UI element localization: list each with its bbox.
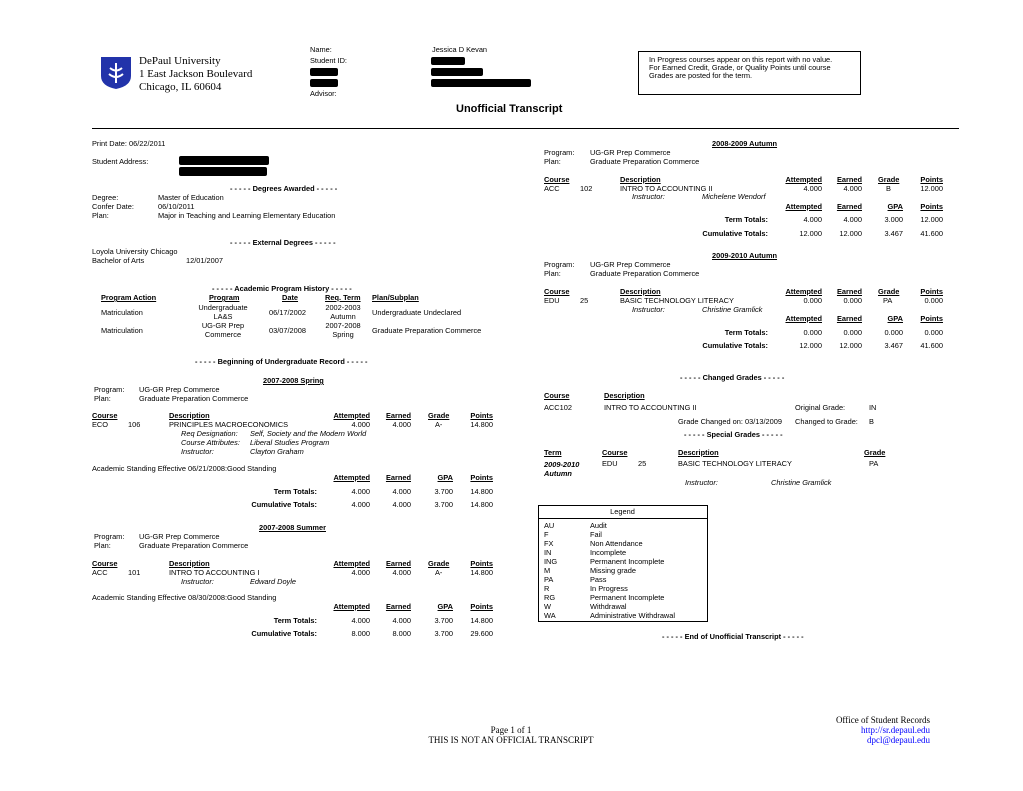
end-of-transcript: - - - - - End of Unofficial Transcript - - - - - <box>662 632 804 641</box>
tcol-gpa: GPA <box>887 202 903 211</box>
plan-value: Graduate Preparation Commerce <box>590 269 700 278</box>
program-label: Program: <box>94 385 125 394</box>
total-value: 41.600 <box>920 341 943 350</box>
print-date: Print Date: 06/22/2011 <box>92 139 166 148</box>
aph-program: LA&S <box>213 312 233 321</box>
course-description: INTRO TO ACCOUNTING I <box>169 568 260 577</box>
cg-description: INTRO TO ACCOUNTING II <box>604 403 697 412</box>
name-label: Name: <box>310 45 332 54</box>
legend-code: IN <box>544 548 552 557</box>
aph-col: Req. Term <box>325 293 361 302</box>
course-earned: 4.000 <box>392 568 411 577</box>
total-value: 0.000 <box>843 328 862 337</box>
course-earned: 4.000 <box>392 420 411 429</box>
detail-value: Edward Doyle <box>250 577 297 586</box>
total-value: 3.700 <box>434 629 453 638</box>
sg-col-description: Description <box>678 448 719 457</box>
legend-code: WA <box>544 611 556 620</box>
total-value: 8.000 <box>392 629 411 638</box>
redaction <box>431 68 483 76</box>
cg-col-description: Description <box>604 391 645 400</box>
program-value: UG-GR Prep Commerce <box>139 532 220 541</box>
course-subject: ACC <box>544 184 560 193</box>
col-earned: Earned <box>385 559 411 568</box>
term-totals-label: Term Totals: <box>724 328 768 337</box>
total-value: 14.800 <box>470 500 493 509</box>
legend-code: F <box>544 530 549 539</box>
legend-description: Audit <box>590 521 607 530</box>
notice-line: In Progress courses appear on this report with no value. <box>649 55 833 64</box>
term-title: 2009-2010 Autumn <box>712 251 778 260</box>
col-attempted: Attempted <box>785 175 822 184</box>
redaction <box>179 156 269 165</box>
aph-program: Commerce <box>204 330 242 339</box>
col-points: Points <box>920 175 943 184</box>
total-value: 4.000 <box>392 500 411 509</box>
course-number: 106 <box>128 420 141 429</box>
total-value: 4.000 <box>392 616 411 625</box>
total-value: 12.000 <box>799 229 822 238</box>
legend-code: ING <box>544 557 558 566</box>
instructor-value: Christine Gramlick <box>702 305 763 314</box>
sg-col-grade: Grade <box>864 448 886 457</box>
legend-description: Pass <box>590 575 607 584</box>
total-value: 3.700 <box>434 616 453 625</box>
cumulative-totals-label: Cumulative Totals: <box>702 341 768 350</box>
cg-original-value: IN <box>869 403 877 412</box>
plan-value: Graduate Preparation Commerce <box>590 157 700 166</box>
disclaimer: THIS IS NOT AN OFFICIAL TRANSCRIPT <box>428 735 594 745</box>
cg-original-label: Original Grade: <box>795 403 846 412</box>
tcol-points: Points <box>920 202 943 211</box>
sg-col-course: Course <box>602 448 628 457</box>
legend-code: R <box>544 584 550 593</box>
total-value: 14.800 <box>470 487 493 496</box>
notice-line: Grades are posted for the term. <box>649 71 753 80</box>
plan-value: Graduate Preparation Commerce <box>139 541 249 550</box>
tcol-points: Points <box>920 314 943 323</box>
detail-label: Req Designation: <box>181 429 238 438</box>
col-earned: Earned <box>836 287 862 296</box>
plan-label: Plan: <box>94 394 111 403</box>
header-divider <box>92 128 959 129</box>
tcol-earned: Earned <box>385 602 411 611</box>
aph-term: 2007-2008 <box>325 321 361 330</box>
cg-changed-to-value: B <box>869 417 874 426</box>
redaction <box>431 57 465 65</box>
total-value: 0.000 <box>803 328 822 337</box>
university-address-1: 1 East Jackson Boulevard <box>139 68 253 80</box>
special-grades-heading: - - - - - Special Grades - - - - - <box>684 430 783 439</box>
total-value: 12.000 <box>839 341 862 350</box>
program-value: UG-GR Prep Commerce <box>590 260 671 269</box>
course-subject: EDU <box>544 296 560 305</box>
legend-code: PA <box>544 575 554 584</box>
aph-heading: - - - - - Academic Program History - - - - - <box>212 284 352 293</box>
sg-subject: EDU <box>602 459 618 468</box>
detail-value: Liberal Studies Program <box>250 438 330 447</box>
ext-school: Loyola University Chicago <box>92 247 178 256</box>
tcol-gpa: GPA <box>437 602 453 611</box>
course-earned: 4.000 <box>843 184 862 193</box>
course-subject: ECO <box>92 420 109 429</box>
aph-plan: Undergraduate Undeclared <box>372 308 462 317</box>
cg-changed-to-label: Changed to Grade: <box>795 417 858 426</box>
course-number: 101 <box>128 568 141 577</box>
course-points: 14.800 <box>470 420 493 429</box>
aph-term: Spring <box>332 330 354 339</box>
aph-col: Program <box>209 293 240 302</box>
total-value: 14.800 <box>470 616 493 625</box>
total-value: 12.000 <box>920 215 943 224</box>
total-value: 0.000 <box>884 328 903 337</box>
program-label: Program: <box>544 148 575 157</box>
col-points: Points <box>470 411 493 420</box>
legend-code: FX <box>544 539 554 548</box>
col-description: Description <box>620 287 661 296</box>
program-label: Program: <box>544 260 575 269</box>
total-value: 12.000 <box>799 341 822 350</box>
aph-date: 06/17/2002 <box>269 308 306 317</box>
ext-date: 12/01/2007 <box>186 256 223 265</box>
course-grade: B <box>886 184 891 193</box>
detail-label: Instructor: <box>181 447 214 456</box>
col-grade: Grade <box>878 287 900 296</box>
notice-line: For Earned Credit, Grade, or Quality Points until course <box>649 63 831 72</box>
redaction <box>310 68 338 76</box>
total-value: 41.600 <box>920 229 943 238</box>
plan-label: Plan: <box>544 157 561 166</box>
course-number: 25 <box>580 296 589 305</box>
cumulative-totals-label: Cumulative Totals: <box>251 500 317 509</box>
ext-degree: Bachelor of Arts <box>92 256 145 265</box>
student-id-label: Student ID: <box>310 56 347 65</box>
total-value: 8.000 <box>351 629 370 638</box>
degrees-heading: - - - - - Degrees Awarded - - - - - <box>230 184 338 193</box>
col-description: Description <box>169 411 210 420</box>
name-value: Jessica D Kevan <box>432 45 488 54</box>
term-totals-label: Term Totals: <box>273 616 317 625</box>
legend-description: Administrative Withdrawal <box>590 611 676 620</box>
total-value: 3.467 <box>884 229 903 238</box>
col-grade: Grade <box>428 559 450 568</box>
legend-description: Fail <box>590 530 602 539</box>
cg-changed-on: Grade Changed on: 03/13/2009 <box>678 417 782 426</box>
col-course: Course <box>544 287 570 296</box>
term-title: 2007-2008 Spring <box>263 376 324 385</box>
tcol-attempted: Attempted <box>785 202 822 211</box>
legend-description: Missing grade <box>590 566 637 575</box>
legend-description: Incomplete <box>590 548 627 557</box>
aph-program: UG-GR Prep <box>201 321 245 330</box>
sg-description: BASIC TECHNOLOGY LITERACY <box>678 459 792 468</box>
instructor-label: Instructor: <box>632 192 665 201</box>
tcol-earned: Earned <box>836 314 862 323</box>
detail-value: Clayton Graham <box>250 447 304 456</box>
sg-term: Autumn <box>544 469 572 478</box>
aph-col: Plan/Subplan <box>372 293 419 302</box>
legend-code: RG <box>544 593 556 602</box>
aph-date: 03/07/2008 <box>269 326 306 335</box>
academic-standing: Academic Standing Effective 06/21/2008:Good Standing <box>92 464 277 473</box>
advisor-label: Advisor: <box>310 89 337 98</box>
course-points: 14.800 <box>470 568 493 577</box>
changed-grades-heading: - - - - - Changed Grades - - - - - <box>680 373 785 382</box>
tcol-gpa: GPA <box>437 473 453 482</box>
course-attempted: 0.000 <box>803 296 822 305</box>
total-value: 3.700 <box>434 500 453 509</box>
course-description: INTRO TO ACCOUNTING II <box>620 184 713 193</box>
instructor-value: Michelene Wendorf <box>702 192 766 201</box>
redaction <box>310 79 338 87</box>
instructor-label: Instructor: <box>632 305 665 314</box>
program-value: UG-GR Prep Commerce <box>139 385 220 394</box>
tcol-gpa: GPA <box>887 314 903 323</box>
course-number: 102 <box>580 184 593 193</box>
term-totals-label: Term Totals: <box>724 215 768 224</box>
sg-number: 25 <box>638 459 647 468</box>
col-course: Course <box>544 175 570 184</box>
total-value: 3.467 <box>884 341 903 350</box>
sg-grade: PA <box>869 459 879 468</box>
university-name: DePaul University <box>139 55 221 67</box>
col-attempted: Attempted <box>333 411 370 420</box>
aph-action: Matriculation <box>101 326 143 335</box>
legend-description: Non Attendance <box>590 539 643 548</box>
term-title: 2007-2008 Summer <box>259 523 326 532</box>
course-subject: ACC <box>92 568 108 577</box>
aph-col: Program Action <box>101 293 157 302</box>
tcol-earned: Earned <box>385 473 411 482</box>
aph-term: 2002-2003 <box>325 303 361 312</box>
legend-description: In Progress <box>590 584 628 593</box>
term-totals-label: Term Totals: <box>273 487 317 496</box>
sg-col-term: Term <box>544 448 562 457</box>
tcol-attempted: Attempted <box>785 314 822 323</box>
cumulative-totals-label: Cumulative Totals: <box>251 629 317 638</box>
total-value: 29.600 <box>470 629 493 638</box>
legend-title: Legend <box>610 507 635 516</box>
legend-description: Permanent Incomplete <box>590 593 665 602</box>
total-value: 4.000 <box>351 500 370 509</box>
tcol-points: Points <box>470 473 493 482</box>
redaction <box>179 167 267 176</box>
col-attempted: Attempted <box>785 287 822 296</box>
legend-description: Withdrawal <box>590 602 627 611</box>
col-description: Description <box>620 175 661 184</box>
plan-value: Major in Teaching and Learning Elementary Education <box>158 211 336 220</box>
plan-label: Plan: <box>92 211 109 220</box>
col-attempted: Attempted <box>333 559 370 568</box>
course-description: PRINCIPLES MACROECONOMICS <box>169 420 289 429</box>
total-value: 4.000 <box>803 215 822 224</box>
total-value: 4.000 <box>351 487 370 496</box>
confer-label: Confer Date: <box>92 202 134 211</box>
legend-description: Permanent Incomplete <box>590 557 665 566</box>
legend-code: M <box>544 566 551 575</box>
ug-heading: - - - - - Beginning of Undergraduate Record - - - - - <box>195 357 368 366</box>
total-value: 4.000 <box>351 616 370 625</box>
course-points: 0.000 <box>924 296 943 305</box>
total-value: 12.000 <box>839 229 862 238</box>
course-earned: 0.000 <box>843 296 862 305</box>
cg-col-course: Course <box>544 391 570 400</box>
total-value: 4.000 <box>843 215 862 224</box>
program-value: UG-GR Prep Commerce <box>590 148 671 157</box>
aph-term: Autumn <box>330 312 356 321</box>
detail-label: Instructor: <box>181 577 214 586</box>
sg-instructor-value: Christine Gramlick <box>771 478 832 487</box>
cg-course: ACC102 <box>544 403 572 412</box>
plan-value: Graduate Preparation Commerce <box>139 394 249 403</box>
cumulative-totals-label: Cumulative Totals: <box>702 229 768 238</box>
col-earned: Earned <box>385 411 411 420</box>
col-description: Description <box>169 559 210 568</box>
confer-value: 06/10/2011 <box>158 202 195 211</box>
legend-divider <box>538 518 707 519</box>
col-grade: Grade <box>428 411 450 420</box>
col-course: Course <box>92 559 118 568</box>
col-course: Course <box>92 411 118 420</box>
sg-term: 2009-2010 <box>544 460 580 469</box>
academic-standing: Academic Standing Effective 08/30/2008:Good Standing <box>92 593 277 602</box>
page-title: Unofficial Transcript <box>456 103 563 115</box>
col-earned: Earned <box>836 175 862 184</box>
degree-value: Master of Education <box>158 193 224 202</box>
university-address-2: Chicago, IL 60604 <box>139 81 222 93</box>
total-value: 0.000 <box>924 328 943 337</box>
course-description: BASIC TECHNOLOGY LITERACY <box>620 296 734 305</box>
tcol-points: Points <box>470 602 493 611</box>
aph-col: Date <box>282 293 299 302</box>
website-link[interactable]: http://sr.depaul.edu <box>861 725 930 735</box>
plan-label: Plan: <box>94 541 111 550</box>
external-heading: - - - - - External Degrees - - - - - <box>230 238 336 247</box>
tcol-attempted: Attempted <box>333 602 370 611</box>
course-grade: PA <box>883 296 893 305</box>
aph-plan: Graduate Preparation Commerce <box>372 326 482 335</box>
col-grade: Grade <box>878 175 900 184</box>
redaction <box>431 79 531 87</box>
col-points: Points <box>470 559 493 568</box>
sg-instructor-label: Instructor: <box>685 478 718 487</box>
course-attempted: 4.000 <box>351 568 370 577</box>
tcol-earned: Earned <box>836 202 862 211</box>
col-points: Points <box>920 287 943 296</box>
course-grade: A- <box>435 420 443 429</box>
total-value: 3.700 <box>434 487 453 496</box>
aph-program: Undergraduate <box>198 303 248 312</box>
detail-value: Self, Society and the Modern World <box>250 429 367 438</box>
detail-label: Course Attributes: <box>181 438 240 447</box>
student-address-label: Student Address: <box>92 157 149 166</box>
aph-action: Matriculation <box>101 308 143 317</box>
term-title: 2008-2009 Autumn <box>712 139 778 148</box>
page-number: Page 1 of 1 <box>490 725 532 735</box>
course-attempted: 4.000 <box>803 184 822 193</box>
total-value: 4.000 <box>392 487 411 496</box>
degree-label: Degree: <box>92 193 119 202</box>
tcol-attempted: Attempted <box>333 473 370 482</box>
course-grade: A- <box>435 568 443 577</box>
course-attempted: 4.000 <box>351 420 370 429</box>
legend-code: W <box>544 602 551 611</box>
plan-label: Plan: <box>544 269 561 278</box>
email-link[interactable]: dpcl@depaul.edu <box>866 735 930 745</box>
course-points: 12.000 <box>920 184 943 193</box>
program-label: Program: <box>94 532 125 541</box>
legend-code: AU <box>544 521 555 530</box>
office-name: Office of Student Records <box>835 715 930 725</box>
total-value: 3.000 <box>884 215 903 224</box>
university-logo <box>100 56 132 90</box>
